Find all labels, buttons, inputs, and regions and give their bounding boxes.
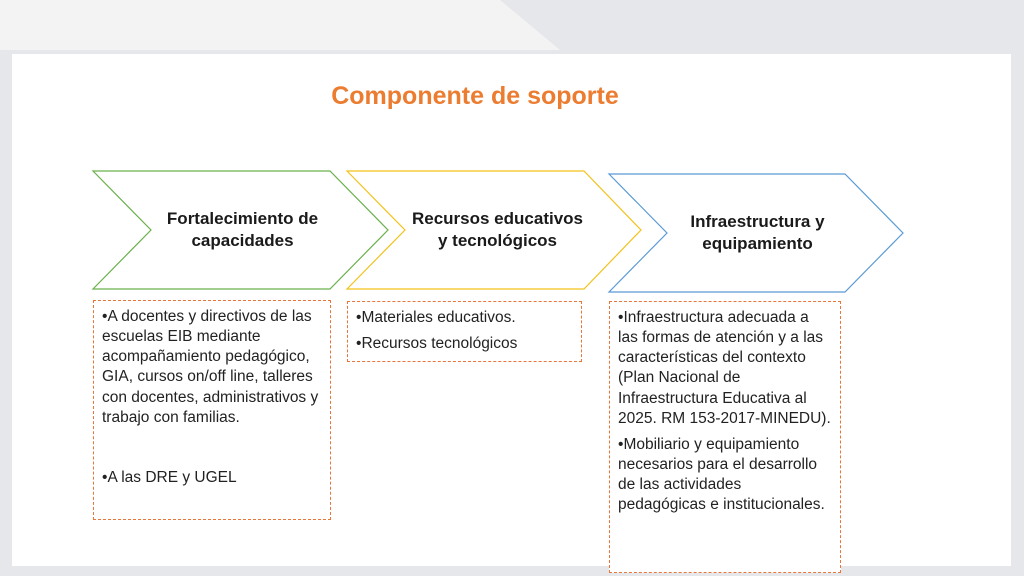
bullet-item: • A las DRE y UGEL (102, 468, 322, 488)
heading-recursos: Recursos educativos y tecnológicos (411, 208, 583, 250)
bullet-item: • Mobiliario y equipamiento necesarios para el desarrollo de las actividades pedagógicas e institucionales. (618, 435, 832, 516)
slide-title: Componente de soporte (331, 82, 619, 110)
bullet-item: • Recursos tecnológicos (356, 334, 573, 354)
bullet-box-recursos (347, 301, 582, 362)
heading-fortalecimiento: Fortalecimiento de capacidades (166, 208, 319, 250)
bullet-item: • Materiales educativos. (356, 308, 573, 328)
bullet-box-infraestructura (609, 301, 841, 573)
bullet-box-fortalecimiento (93, 300, 331, 520)
bullet-item: • A docentes y directivos de las escuelas EIB mediante acompañamiento pedagógico, GIA, cursos on/off line, talleres con docentes, administrativos y trabajo con familias. (102, 307, 322, 428)
heading-infraestructura: Infraestructura y equipamiento (690, 211, 825, 253)
bullet-item: • Infraestructura adecuada a las formas de atención y a las características del contexto (Plan Nacional de Infraestructura Educativa al 2025. RM 153-2017-MINEDU). (618, 308, 832, 429)
